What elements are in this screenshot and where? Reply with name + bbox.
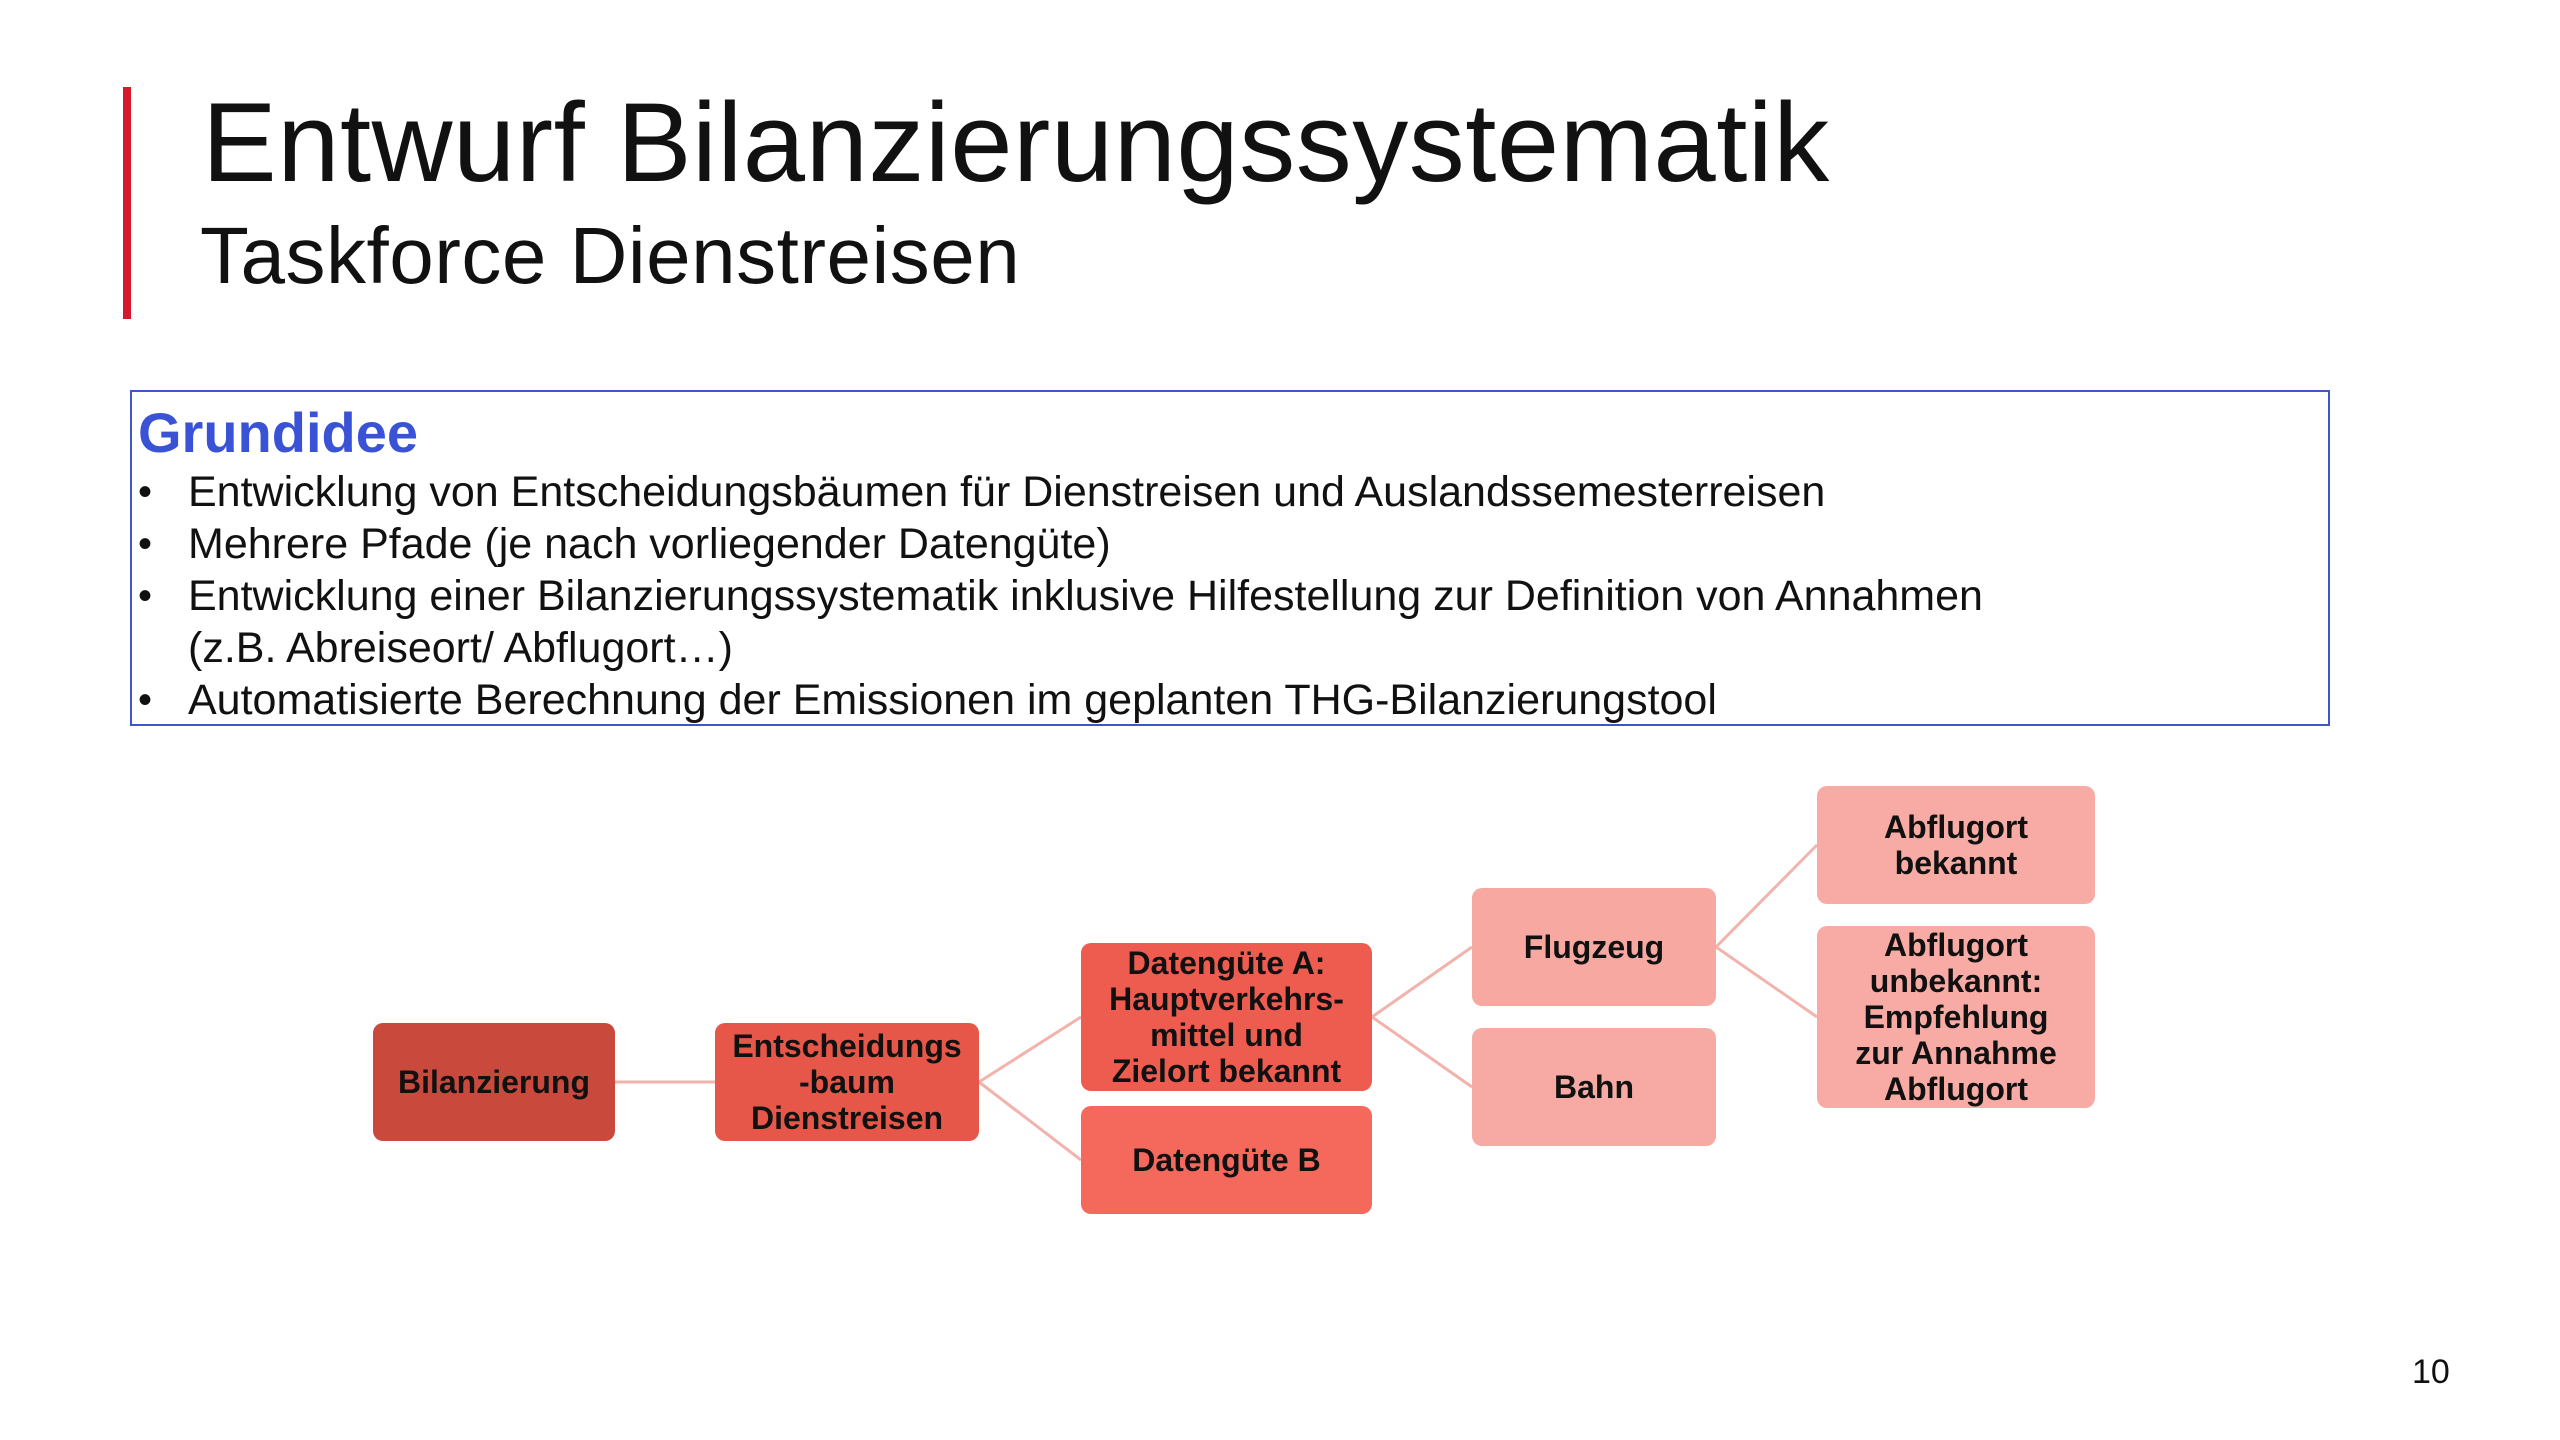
bullet-icon: • <box>138 470 153 514</box>
slide-subtitle: Taskforce Dienstreisen <box>200 211 1021 300</box>
title-accent-bar <box>123 87 131 319</box>
node-label: Empfehlung <box>1863 999 2049 1035</box>
bullet-text: Entwicklung von Entscheidungsbäumen für Dienstreisen und Auslandssemesterreisen <box>188 468 1826 516</box>
bullet-icon: • <box>138 678 153 722</box>
node-label: Bilanzierung <box>397 1064 590 1100</box>
node-label: Hauptverkehrs- <box>1109 981 1344 1017</box>
bullet-text-continuation: (z.B. Abreiseort/ Abflugort…) <box>188 624 733 672</box>
bullet-text: Mehrere Pfade (je nach vorliegender Datengüte) <box>188 520 1111 568</box>
node-label: Bahn <box>1554 1069 1634 1105</box>
bullet-text: Entwicklung einer Bilanzierungssystematik inklusive Hilfestellung zur Definition von Annahmen <box>188 572 1983 620</box>
node-label: unbekannt: <box>1869 963 2043 999</box>
node-label: -baum <box>798 1064 895 1100</box>
grundidee-box <box>130 390 2330 726</box>
grundidee-heading: Grundidee <box>138 401 419 464</box>
connector-tree-b <box>979 1082 1081 1160</box>
node-datenguete-a <box>1081 943 1372 1091</box>
node-label: Abflugort <box>1884 809 2028 845</box>
bullet-item <box>138 570 1983 674</box>
node-label: Datengüte A: <box>1127 945 1326 981</box>
grundidee-bullet-list <box>138 466 1983 726</box>
node-label: Flugzeug <box>1523 929 1665 965</box>
node-label: mittel und <box>1150 1017 1303 1053</box>
node-label: Dienstreisen <box>750 1100 944 1136</box>
node-label: Datengüte B <box>1132 1142 1321 1178</box>
connector-a-bahn <box>1372 1017 1472 1087</box>
bullet-text: Automatisierte Berechnung der Emissionen im geplanten THG-Bilanzierungstool <box>188 676 1717 724</box>
bullet-item <box>138 518 1983 570</box>
bullet-icon: • <box>138 574 153 618</box>
bullet-item <box>138 674 1983 726</box>
node-bilanzierung <box>373 1023 615 1141</box>
node-label: Entscheidungs <box>732 1028 962 1064</box>
node-abflugort-bekannt <box>1817 786 2095 904</box>
connector-a-flug <box>1372 947 1472 1017</box>
connector-tree-a <box>979 1017 1081 1082</box>
connector-flug-ab1 <box>1716 845 1817 947</box>
node-entscheidungsbaum-dienstreisen <box>715 1023 979 1141</box>
bullet-item <box>138 466 1983 518</box>
node-label: Zielort bekannt <box>1111 1053 1342 1089</box>
connector-flug-ab2 <box>1716 947 1817 1017</box>
node-label: Abflugort <box>1884 1071 2028 1107</box>
slide-title: Entwurf Bilanzierungssystematik <box>202 80 1830 205</box>
node-abflugort-unbekannt <box>1817 926 2095 1108</box>
node-bahn <box>1472 1028 1716 1146</box>
node-label: zur Annahme <box>1855 1035 2057 1071</box>
node-label: Abflugort <box>1884 927 2028 963</box>
bullet-icon: • <box>138 522 153 566</box>
node-label: bekannt <box>1894 845 2018 881</box>
page-number: 10 <box>2412 1353 2450 1391</box>
node-datenguete-b <box>1081 1106 1372 1214</box>
node-flugzeug <box>1472 888 1716 1006</box>
